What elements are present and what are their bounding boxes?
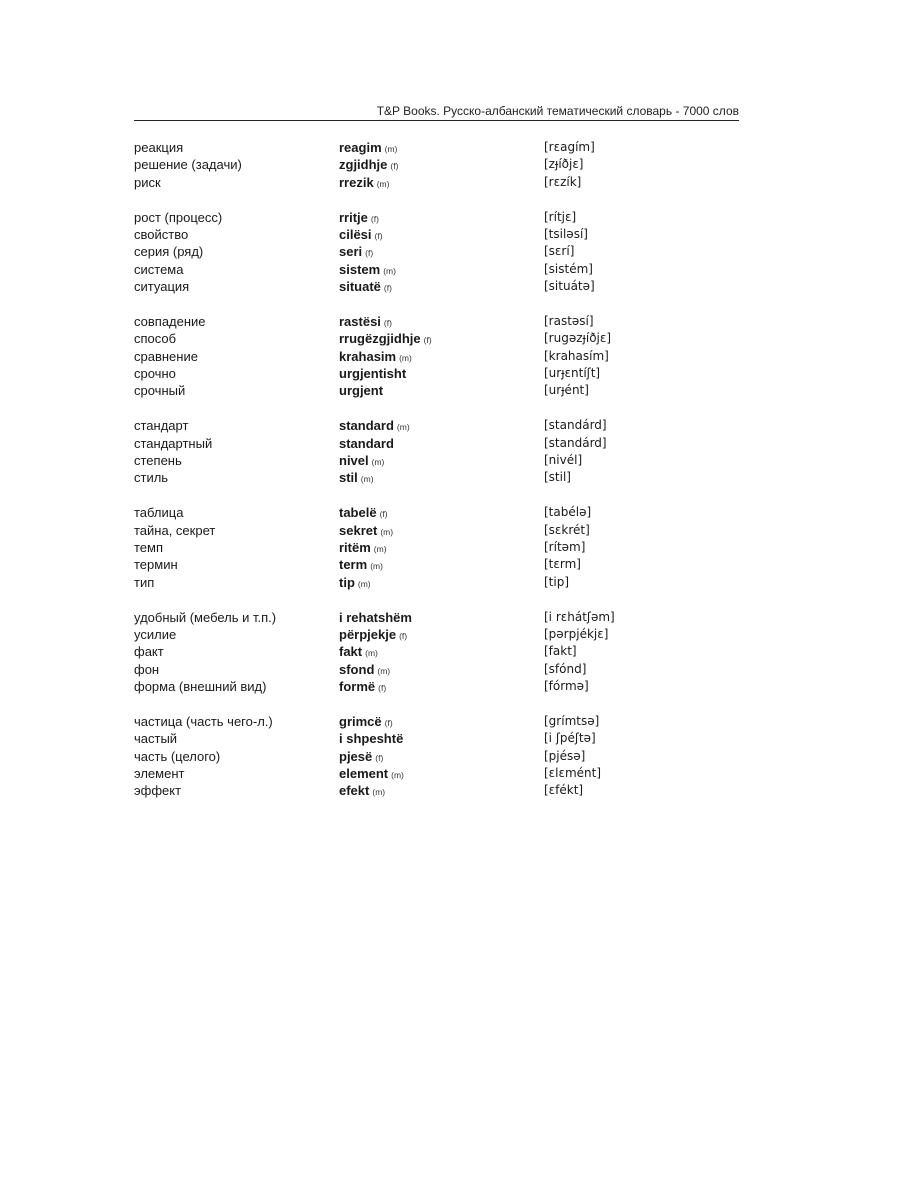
pronunciation: [situátə] — [544, 279, 595, 294]
pronunciation: [stil] — [544, 470, 571, 485]
vocab-entry — [134, 313, 754, 330]
vocab-entry — [134, 713, 754, 730]
albanian-word: stil — [339, 470, 358, 486]
gender-marker: (f) — [370, 213, 379, 224]
pronunciation: [standárd] — [544, 418, 607, 433]
entry-group — [134, 504, 754, 591]
vocab-entry — [134, 748, 754, 765]
pronunciation: [tip] — [544, 574, 570, 589]
albanian-word: element — [339, 766, 389, 782]
russian-term: эффект — [134, 783, 182, 799]
russian-term: совпадение — [134, 313, 206, 329]
russian-term: усилие — [134, 626, 177, 642]
gender-marker: (m) — [357, 578, 371, 589]
vocab-entry — [134, 365, 754, 382]
albanian-word: efekt — [339, 783, 370, 799]
russian-term: удобный (мебель и т.п.) — [134, 609, 277, 625]
gender-marker: (m) — [376, 178, 390, 189]
albanian-word: rrezik — [339, 174, 374, 190]
albanian-word: tabelë — [339, 505, 377, 521]
albanian-translation — [339, 469, 374, 488]
albanian-translation — [339, 278, 392, 297]
pronunciation: [sfónd] — [544, 661, 587, 676]
pronunciation: [tɛrm] — [544, 557, 581, 572]
russian-term: форма (внешний вид) — [134, 679, 267, 695]
entry-group — [134, 313, 754, 400]
entry-group — [134, 139, 754, 191]
vocab-entry — [134, 643, 754, 660]
russian-term: ситуация — [134, 279, 190, 295]
albanian-word: sistem — [339, 261, 381, 277]
vocab-entry — [134, 348, 754, 365]
vocab-entry — [134, 156, 754, 173]
russian-term: срочно — [134, 366, 176, 382]
gender-marker: (f) — [399, 630, 408, 641]
pronunciation: [urɟént] — [544, 383, 589, 398]
gender-marker: (m) — [371, 457, 385, 468]
albanian-translation — [339, 574, 371, 593]
albanian-word: pjesë — [339, 748, 373, 764]
pronunciation: [zɟíðjɛ] — [544, 157, 584, 172]
albanian-translation — [339, 730, 403, 747]
albanian-word: krahasim — [339, 348, 397, 364]
russian-term: тип — [134, 574, 155, 590]
gender-marker: (m) — [399, 352, 412, 363]
russian-term: риск — [134, 174, 161, 190]
albanian-word: seri — [339, 244, 363, 260]
russian-term: стандарт — [134, 418, 189, 434]
russian-term: система — [134, 261, 184, 277]
albanian-word: sekret — [339, 522, 378, 538]
albanian-word: i shpeshtë — [339, 731, 404, 747]
albanian-word: përpjekje — [339, 626, 397, 642]
page-header — [134, 104, 739, 121]
albanian-translation — [339, 678, 386, 697]
pronunciation: [ɛlɛmént] — [544, 766, 602, 781]
russian-term: реакция — [134, 140, 184, 155]
gender-marker: (m) — [384, 144, 398, 154]
gender-marker: (f) — [383, 317, 392, 328]
albanian-word: reagim — [339, 140, 382, 155]
russian-term: свойство — [134, 226, 189, 242]
pronunciation: [rastəsí] — [544, 313, 594, 328]
gender-marker: (m) — [391, 770, 404, 781]
pronunciation: [rɛzík] — [544, 174, 582, 189]
albanian-word: nivel — [339, 453, 369, 469]
gender-marker: (f) — [384, 717, 393, 728]
pronunciation: [sɛrí] — [544, 244, 575, 259]
pronunciation: [krahasím] — [544, 348, 609, 363]
gender-marker: (f) — [379, 509, 388, 520]
pronunciation: [ɛfékt] — [544, 783, 584, 798]
gender-marker: (f) — [390, 161, 399, 172]
entry-group — [134, 209, 754, 296]
albanian-word: standard — [339, 435, 394, 451]
russian-term: стиль — [134, 470, 169, 486]
albanian-word: fakt — [339, 644, 363, 660]
vocab-entry — [134, 782, 754, 799]
vocab-entry — [134, 522, 754, 539]
russian-term: темп — [134, 539, 164, 555]
russian-term: фон — [134, 661, 160, 677]
vocab-entry — [134, 765, 754, 782]
russian-term: степень — [134, 453, 182, 469]
gender-marker: (m) — [380, 526, 394, 537]
albanian-word: term — [339, 557, 368, 573]
pronunciation: [pərpjékjɛ] — [544, 626, 609, 641]
gender-marker: (f) — [383, 283, 392, 294]
vocab-entry — [134, 539, 754, 556]
gender-marker: (m) — [373, 543, 387, 554]
vocab-entry — [134, 609, 754, 626]
gender-marker: (f) — [375, 752, 384, 763]
russian-term: тайна, секрет — [134, 522, 216, 538]
russian-term: факт — [134, 644, 164, 660]
vocab-entry — [134, 678, 754, 695]
gender-marker: (f) — [365, 248, 374, 259]
pronunciation: [nivél] — [544, 453, 583, 468]
vocab-entry — [134, 278, 754, 295]
albanian-translation — [339, 435, 394, 452]
albanian-word: cilësi — [339, 226, 372, 242]
vocab-entry — [134, 556, 754, 573]
albanian-word: standard — [339, 418, 394, 434]
russian-term: термин — [134, 557, 178, 573]
gender-marker: (m) — [372, 787, 386, 798]
vocab-entry — [134, 382, 754, 399]
albanian-translation — [339, 609, 412, 626]
albanian-word: rritje — [339, 209, 368, 225]
russian-term: срочный — [134, 383, 186, 399]
albanian-translation — [339, 365, 406, 382]
vocab-entry — [134, 504, 754, 521]
pronunciation: [rugəzɟíðjɛ] — [544, 331, 612, 346]
pronunciation: [tsiləsí] — [544, 226, 588, 241]
albanian-translation — [339, 382, 383, 399]
gender-marker: (m) — [370, 561, 383, 572]
gender-marker: (m) — [365, 648, 378, 659]
header-title: T&P Books. Русско-албанский тематический словарь - 7000 слов — [376, 104, 739, 118]
vocab-entry — [134, 574, 754, 591]
pronunciation: [rítəm] — [544, 539, 586, 554]
pronunciation: [tabélə] — [544, 505, 592, 520]
pronunciation: [sɛkrét] — [544, 522, 590, 537]
vocab-entry — [134, 243, 754, 260]
vocab-entry — [134, 417, 754, 434]
pronunciation: [rɛagím] — [544, 140, 595, 154]
vocab-entry — [134, 452, 754, 469]
vocab-entry — [134, 209, 754, 226]
pronunciation: [fórmə] — [544, 679, 589, 694]
vocab-entry — [134, 226, 754, 243]
gender-marker: (f) — [423, 335, 432, 346]
russian-term: таблица — [134, 505, 184, 521]
entry-group — [134, 609, 754, 696]
vocab-entry — [134, 139, 754, 156]
russian-term: рост (процесс) — [134, 209, 223, 225]
gender-marker: (m) — [383, 265, 396, 276]
pronunciation: [grímtsə] — [544, 713, 600, 728]
russian-term: решение (задачи) — [134, 157, 242, 173]
pronunciation: [sistém] — [544, 261, 593, 276]
russian-term: серия (ряд) — [134, 244, 204, 260]
gender-marker: (m) — [396, 422, 410, 433]
gender-marker: (m) — [377, 665, 391, 676]
pronunciation: [fakt] — [544, 644, 577, 659]
vocab-entry — [134, 330, 754, 347]
pronunciation: [pjésə] — [544, 748, 586, 763]
russian-term: сравнение — [134, 348, 198, 364]
albanian-word: grimcë — [339, 713, 382, 729]
russian-term: частый — [134, 731, 178, 747]
albanian-word: formë — [339, 679, 376, 695]
vocab-entry — [134, 730, 754, 747]
pronunciation: [standárd] — [544, 435, 607, 450]
albanian-translation — [339, 174, 389, 193]
gender-marker: (m) — [360, 474, 374, 485]
pronunciation: [i rɛhátʃəm] — [544, 609, 615, 624]
albanian-word: ritëm — [339, 539, 371, 555]
pronunciation: [i ʃpéʃtə] — [544, 731, 596, 746]
albanian-word: situatë — [339, 279, 381, 295]
albanian-word: urgjent — [339, 383, 384, 399]
vocab-entry — [134, 626, 754, 643]
russian-term: способ — [134, 331, 177, 347]
russian-term: элемент — [134, 766, 185, 782]
russian-term: часть (целого) — [134, 748, 221, 764]
vocab-entry — [134, 469, 754, 486]
albanian-word: zgjidhje — [339, 157, 388, 173]
pronunciation: [urɟɛntíʃt] — [544, 366, 601, 381]
russian-term: частица (часть чего-л.) — [134, 713, 273, 729]
vocab-entry — [134, 261, 754, 278]
gender-marker: (f) — [378, 683, 387, 694]
albanian-word: rastësi — [339, 313, 381, 329]
albanian-translation — [339, 782, 385, 801]
albanian-word: i rehatshëm — [339, 609, 412, 625]
russian-term: стандартный — [134, 435, 213, 451]
gender-marker: (f) — [374, 230, 383, 241]
albanian-word: urgjentisht — [339, 366, 407, 382]
albanian-word: sfond — [339, 661, 375, 677]
vocab-entry — [134, 661, 754, 678]
vocabulary-list — [134, 139, 754, 817]
albanian-word: tip — [339, 574, 355, 590]
pronunciation: [rítjɛ] — [544, 209, 577, 224]
albanian-word: rrugëzgjidhje — [339, 331, 421, 347]
entry-group — [134, 417, 754, 487]
entry-group — [134, 713, 754, 800]
vocab-entry — [134, 435, 754, 452]
vocab-entry — [134, 174, 754, 191]
